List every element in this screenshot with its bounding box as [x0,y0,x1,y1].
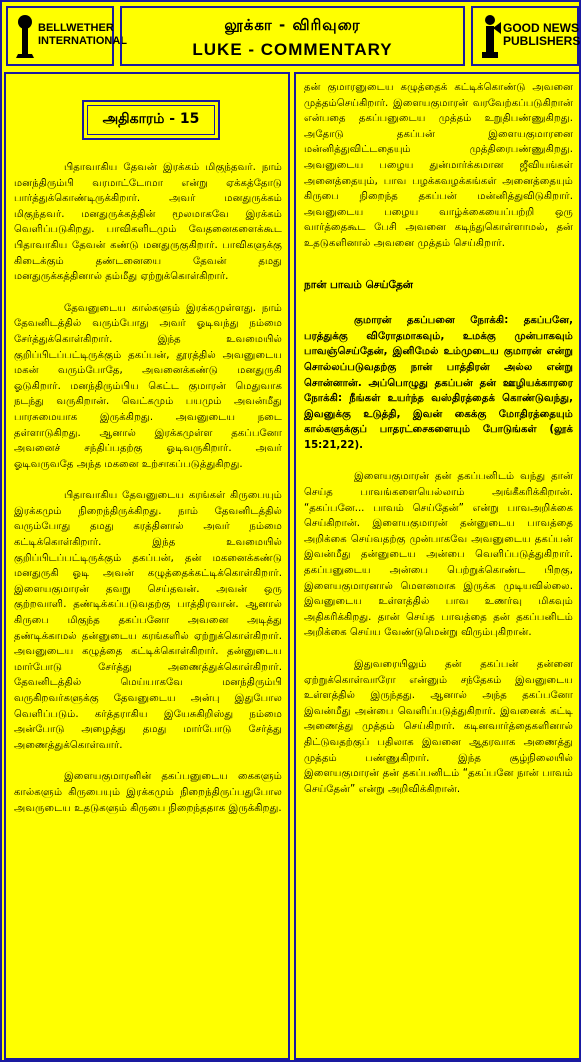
paragraph: பிதாவாகிய தேவன் இரக்கம் மிகுந்தவர். நாம் மனந்திரும்பி வரமாட்டோமா என்று ஏக்கத்தோடு பார்த்துக்கொண்டிருக்கிறார். அவர் மனதுருக்கம் மிகுந்தவர். மனதுருக்கத்தின் மூலமாகவே இரக்கம் வெளிப்படுகிறது. பாவிகளிடமும் வேதனைகளைக்கூட பிதாவாகிய தேவன் கண்டு மனதுருகுகிறார். பாவிகளுக்கு கிடைக்கும் தண்டனையை தேவன் தமது மனதுருக்கத்தினால் தம்மீது ஏற்றுக்கொள்கிறார். [14,162,282,283]
paragraph: தன் குமாரனுடைய கழுத்தைக் கட்டிக்கொண்டு அவனை முத்தம்செய்கிறார். இளையகுமாரன் வரவேற்கப்படுகிறான் என்பதை தகப்பனுடைய முத்தம் உறுதிபண்ணுகிறது. அதோடு தகப்பன் இளையகுமாரனை மன்னித்துவிட்டதையும் முத்திரைபண்ணுகிறது. அவனுடைய பழைய துன்மார்க்கமான ஜீவியங்கள் அனைத்தையும், பாவ பழக்கவழக்கங்கள் அனைத்தையும் கிருபை நிறைந்த தகப்பன் மன்னித்துவிடுகிறார். அவனுடைய பழைய வாழ்க்கையைப்பற்றி ஒரு வார்த்தைகூட பேசி அவனை கடிந்துகொள்ளாமல், தன் உதடுகளினால் அவனை முத்தம் செய்கிறார். [304,82,573,249]
section-heading: நான் பாவம் செய்தேன் [304,278,413,291]
title-tamil: லூக்கா - விரிவுரை [224,16,361,34]
paragraph: இளையகுமாரனின் தகப்பனுடைய கைகளும் கால்களும் கிருபையும் இரக்கமும் நிறைந்திருப்பதுபோல அவருடைய உதடுகளும் கிருபை நிறைந்ததாக இருக்கிறது. [14,771,282,814]
logo-right-line2: PUBLISHERS [503,34,581,48]
left-column [4,72,290,1060]
chapter-label: அதிகாரம் - 15 [87,105,215,135]
scripture-quote: குமாரன் தகப்பனை நோக்கி: தகப்பனே, பரத்துக்கு விரோதமாகவும், உமக்கு முன்பாகவும் பாவஞ்செய்தேன், இனிமேல் உம்முடைய குமாரன் என்று சொல்லப்படுவதற்கு நான் பாத்திரன் அல்ல என்று சொன்னான். அப்பொழுது தகப்பன் தன் ஊழியக்காரரை நோக்கி: நீங்கள் உயர்ந்த வஸ்திரத்தைக் கொண்டுவந்து, இவனுக்கு உடுத்தி, இவன் கைக்கு மோதிரத்தையும் கால்களுக்குப் பாதரட்சைகளையும் போடுங்கள் (லூக் 15:21,22). [304,315,573,451]
paragraph: இளையகுமாரன் தன் தகப்பனிடம் வந்து தான் செய்த பாவங்களையெல்லாம் அங்கீகரிக்கிறான். “தகப்பனே... பாவம் செய்தேன்” என்று பாவஅறிக்கை செய்கிறான். இளையகுமாரன் தன்னுடைய பாவத்தை அறிக்கை செய்வதற்கு முன்பாகவே அவனுடைய தகப்பன் இவன்மீது தன்னுடைய அன்பை வெளிப்படுத்துகிறார். தகப்பனுடைய அன்பை பெற்றுக்கொண்ட பிறகு, இளையகுமாரனால் மௌனமாக இருக்க முடியவில்லை. இவனுடைய உள்ளத்தில் பாவ உணர்வு மிகவும் அதிகரிக்கிறது. தான் செய்த பாவத்தை தன் தகப்பனிடம் அறிக்கை செய்ய வேண்டுமென்று விரும்புகிறான். [304,471,573,639]
left-text [14,160,282,832]
trumpet-herald-icon [479,12,501,62]
title-box [120,6,465,66]
good-news-logo [471,6,579,66]
logo-right-line1: GOOD NEWS [503,21,580,35]
title-english: LUKE - COMMENTARY [192,40,393,59]
right-column [294,72,581,1060]
paragraph: பிதாவாகிய தேவனுடைய கரங்கள் கிருபையும் இரக்கமும் நிறைந்திருக்கிறது. நாம் தேவனிடத்தில் வரும்போது தமது கரத்தினால் அவர் நம்மை கட்டிக்கொள்கிறார். இந்த உவமையில் குறிப்பிடப்பட்டிருக்கும் தகப்பன், தன் மகனைக்கண்டு மனதுருகி ஓடி அவன் கழுத்தைக்கட்டிக்கொள்கிறார். இளையகுமாரன் தவறு செய்தவன். அவன் ஒரு குற்றவாளி. தண்டிக்கப்படுவதற்கு பாத்திரவான். ஆனால் கிருபை மிகுந்த தகப்பனோ அவனை அடித்து தண்டிக்காமல் தன்னுடைய கரங்களில் ஏற்றுக்கொள்கிறார். அவனுடைய கழுத்தை கட்டிக்கொள்கிறார். தன்னுடைய மார்போடு சேர்த்து அணைத்துக்கொள்கிறார். தேவனிடத்தில் மெய்யாகவே மனந்திரும்பி வருகிறவர்களுக்கு தேவனுடைய அன்பு இதுபோல வெளிப்படும். கர்த்தராகிய இயேசுகிறிஸ்து நம்மை அன்போடு அழைத்து தமது மார்போடு சேர்த்து அணைத்துக்கொள்வார். [14,490,282,751]
paragraph: இதுவரையிலும் தன் தகப்பன் தன்னை ஏற்றுக்கொள்வாரோ என்னும் சந்தேகம் இவனுடைய உள்ளத்தில் இருந்தது. ஆனால் அந்த தகப்பனோ இவன்மீது அன்பை வெளிப்படுத்துகிறார். இவனைக் கட்டி அணைத்து முத்தம் செய்கிறார். கடினவார்த்தைகளினால் திட்டுவதற்குப் பதிலாக இவனை ஆதரவாக அணைத்து முத்தம் பண்ணுகிறார். இந்த சூழ்நிலையில் இளையகுமாரன் தன் தகப்பனிடம் “தகப்பனே நான் பாவம் செய்தேன்” என்று அறிவிக்கிறான். [304,659,573,795]
header [4,4,581,68]
bellwether-ram-icon [14,12,36,62]
bellwether-logo [6,6,128,66]
paragraph: தேவனுடைய கால்களும் இரக்கமுள்ளது. நாம் தேவனிடத்தில் வரும்போது அவர் ஓடிவந்து நம்மை சேர்த்துக்கொள்கிறார். இந்த உவமையில் குறிப்பிடப்பட்டிருக்கும் தகப்பன், தூரத்தில் அவனுடைய மகன் வரும்போதே, அவனைக்கண்டு மனதுருகி ஓடுகிறார். மனந்திரும்பிய கெட்ட குமாரன் மெதுவாக நடந்து வருகிறான். வெட்கமும் பயமும் அவன்மீது பாரசுமையாக இருக்கிறது. அவனுடைய நடை தள்ளாடுகிறது. ஆனால் இரக்கமுள்ள தகப்பனோ அவனைச் சந்திப்பதற்கு ஓடிவருகிறார். அவர் ஓடிவருவதே அந்த மகனை உற்சாகப்படுத்துகிறது. [14,302,282,470]
logo-left-line1: BELLWETHER [38,22,114,34]
right-text [304,80,573,813]
chapter-box [82,100,220,140]
logo-left-line2: INTERNATIONAL [38,35,128,47]
